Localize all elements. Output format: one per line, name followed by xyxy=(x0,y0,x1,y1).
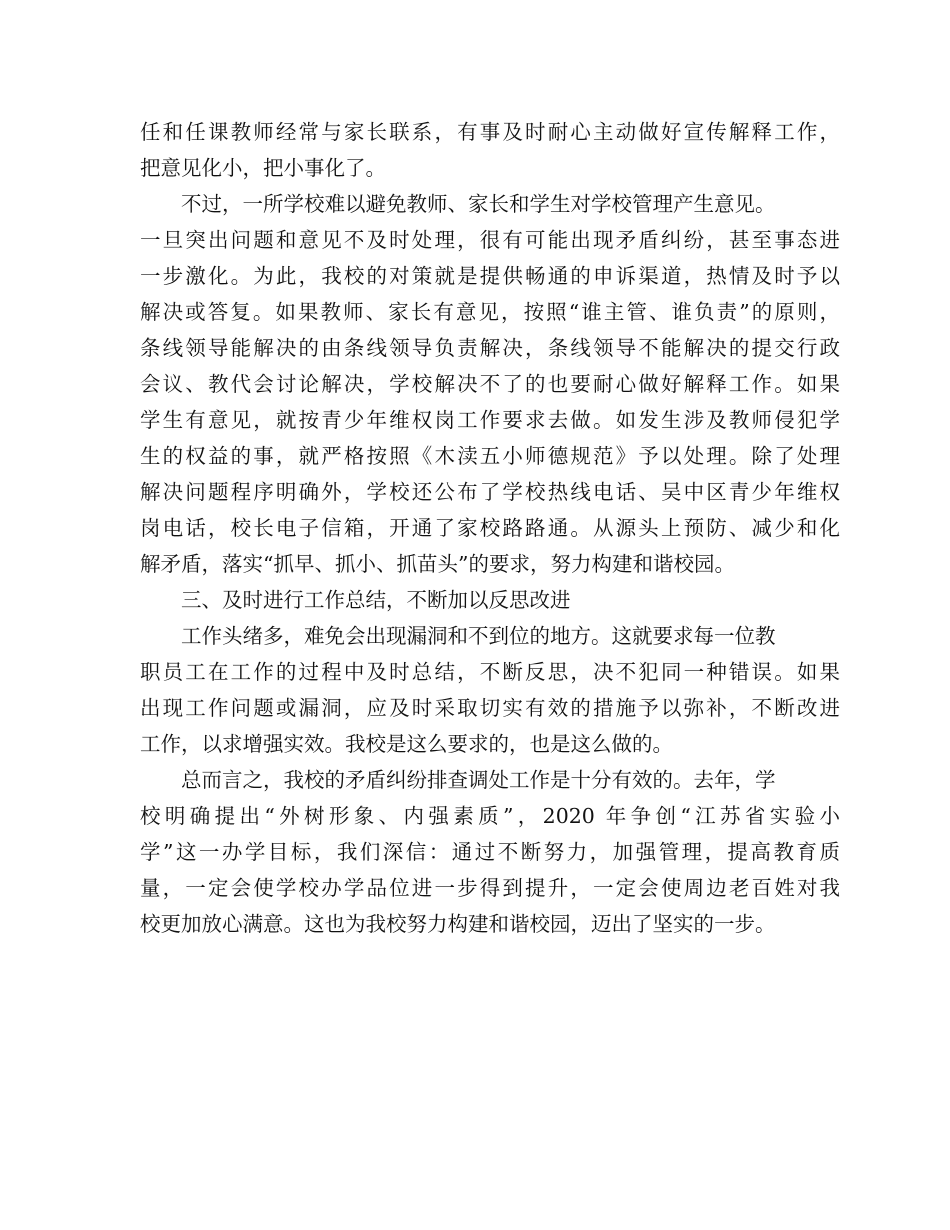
text-line: 解决或答复。如果教师、家长有意见，按照“谁主管、谁负责”的原则， xyxy=(140,300,840,324)
text-line: 一步激化。为此，我校的对策就是提供畅通的申诉渠道，热情及时予以 xyxy=(140,264,840,288)
text-line: 生的权益的事，就严格按照《木渎五小师德规范》予以处理。除了处理 xyxy=(140,444,840,468)
paragraph xyxy=(140,618,840,762)
paragraph xyxy=(140,114,840,186)
section-heading xyxy=(140,582,840,618)
text-line: 解决问题程序明确外，学校还公布了学校热线电话、吴中区青少年维权 xyxy=(140,480,840,504)
text-line: 工作，以求增强实效。我校是这么要求的，也是这么做的。 xyxy=(140,732,673,756)
text-line: 任和任课教师经常与家长联系，有事及时耐心主动做好宣传解释工作， xyxy=(140,120,840,144)
text-line: 解矛盾，落实“抓早、抓小、抓苗头”的要求，努力构建和谐校园。 xyxy=(140,552,735,576)
text-line: 学”这一办学目标，我们深信：通过不断努力，加强管理，提高教育质 xyxy=(140,840,840,864)
paragraph xyxy=(140,186,840,582)
text-line: 工作头绪多，难免会出现漏洞和不到位的地方。这就要求每一位教 xyxy=(181,624,776,648)
text-line: 出现工作问题或漏洞，应及时采取切实有效的措施予以弥补，不断改进 xyxy=(140,696,840,720)
text-line: 把意见化小，把小事化了。 xyxy=(140,156,386,180)
text-line: 总而言之，我校的矛盾纠纷排查调处工作是十分有效的。去年，学 xyxy=(181,768,776,792)
text-line: 量，一定会使学校办学品位进一步得到提升，一定会使周边老百姓对我 xyxy=(140,876,840,900)
text-line: 校更加放心满意。这也为我校努力构建和谐校园，迈出了坚实的一步。 xyxy=(140,912,776,936)
text-line: 岗电话，校长电子信箱，开通了家校路路通。从源头上预防、减少和化 xyxy=(140,516,840,540)
text-line: 学生有意见，就按青少年维权岗工作要求去做。如发生涉及教师侵犯学 xyxy=(140,408,840,432)
text-line: 不过，一所学校难以避免教师、家长和学生对学校管理产生意见。 xyxy=(181,192,776,216)
paragraph xyxy=(140,762,840,942)
text-line: 职员工在工作的过程中及时总结，不断反思，决不犯同一种错误。如果 xyxy=(140,660,840,684)
text-line: 一旦突出问题和意见不及时处理，很有可能出现矛盾纠纷，甚至事态进 xyxy=(140,228,840,252)
document-body xyxy=(140,114,840,942)
text-line: 校明确提出“外树形象、内强素质”，2020 年争创“江苏省实验小 xyxy=(140,804,840,828)
text-line: 会议、教代会讨论解决，学校解决不了的也要耐心做好解释工作。如果 xyxy=(140,372,840,396)
heading-text: 三、及时进行工作总结，不断加以反思改进 xyxy=(181,588,571,612)
text-line: 条线领导能解决的由条线领导负责解决，条线领导不能解决的提交行政 xyxy=(140,336,840,360)
